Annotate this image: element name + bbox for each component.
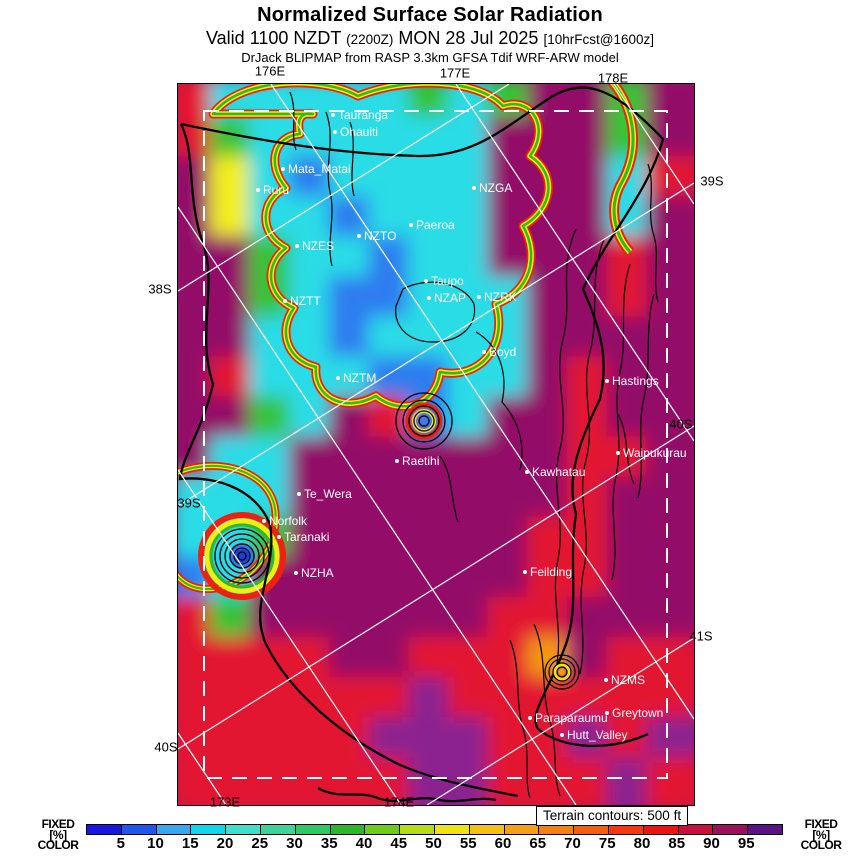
station-label: Waipukurau [623, 445, 687, 460]
station-dot-icon [297, 492, 301, 496]
station-label: NZGA [479, 180, 513, 195]
station-dot-icon [283, 299, 287, 303]
color-scale-segment [122, 825, 157, 834]
color-scale-segment [505, 825, 540, 834]
coord-label: 38S [148, 281, 172, 297]
station-label: Mata_Matai [288, 161, 351, 176]
station-label: NZAP [434, 290, 467, 305]
color-scale-tick: 5 [116, 835, 125, 852]
station-dot-icon [523, 570, 527, 574]
color-scale-tick: 50 [425, 835, 442, 852]
station-marker [560, 726, 627, 744]
color-scale-segment [574, 825, 609, 834]
station-marker [605, 372, 659, 390]
coord-label: 177E [439, 65, 471, 81]
station-label: Hastings [612, 373, 659, 388]
color-scale-segment [748, 825, 782, 834]
station-marker [256, 181, 289, 199]
coord-label: 173E [209, 794, 241, 810]
coord-label: 174E [383, 794, 415, 810]
station-label: NZHA [301, 565, 334, 580]
station-label: Feilding [530, 564, 573, 579]
color-scale-segment [261, 825, 296, 834]
coord-label: 39S [177, 495, 201, 511]
station-dot-icon [256, 188, 260, 192]
station-label: Tauranga [338, 107, 389, 122]
station-dot-icon [294, 571, 298, 575]
station-label: Boyd [489, 344, 517, 359]
station-label: NZTM [343, 370, 377, 385]
color-scale-segment [435, 825, 470, 834]
station-label: NZES [302, 238, 335, 253]
station-marker [297, 485, 352, 503]
station-label: Greytown [612, 705, 664, 720]
station-label: Taranaki [284, 529, 330, 544]
model-line: DrJack BLIPMAP from RASP 3.3km GFSA Tdif WRF-ARW model [241, 50, 619, 65]
fixed-color-label-left [26, 819, 90, 851]
page-title: Normalized Surface Solar Radiation [257, 4, 603, 26]
color-scale-tick: 85 [668, 835, 686, 852]
color-scale-segment [609, 825, 644, 834]
color-scale-tick: 55 [459, 835, 477, 852]
valid-time-line [0, 28, 850, 49]
coord-label: 41S [689, 628, 713, 644]
station-marker [294, 564, 334, 582]
station-marker [424, 272, 464, 290]
color-scale-tick: 80 [633, 835, 651, 852]
station-marker [427, 289, 466, 307]
zulu-time: (2200Z) [346, 32, 394, 47]
color-scale-segment [296, 825, 331, 834]
fixed-label-line3: COLOR [800, 838, 842, 852]
coord-label: 40S [154, 739, 178, 755]
station-dot-icon [477, 295, 481, 299]
station-marker [281, 160, 351, 178]
station-dot-icon [605, 379, 609, 383]
station-marker [395, 452, 439, 470]
color-scale-tick: 45 [390, 835, 408, 852]
station-marker [333, 123, 378, 141]
station-marker [604, 671, 645, 689]
station-label: Taupo [431, 273, 464, 288]
fixed-label-line1: FIXED [804, 817, 838, 831]
station-label: Ruru [263, 182, 290, 197]
color-scale-segment [713, 825, 748, 834]
fcst-tag: [10hrFcst@1600z] [543, 32, 654, 47]
color-scale-tick: 70 [564, 835, 581, 852]
color-scale-segment [87, 825, 122, 834]
station-marker [336, 369, 376, 387]
color-scale-segment [644, 825, 679, 834]
color-scale-tick: 75 [598, 835, 616, 852]
station-dot-icon [336, 376, 340, 380]
station-label: Raetihi [402, 453, 440, 468]
station-dot-icon [333, 130, 337, 134]
station-dot-icon [281, 167, 285, 171]
terrain-contours-note: Terrain contours: 500 ft [536, 806, 688, 826]
station-marker [277, 528, 329, 546]
station-dot-icon [560, 733, 564, 737]
station-dot-icon [528, 716, 532, 720]
station-marker [616, 444, 687, 462]
station-label: Paraparaumu [535, 710, 608, 725]
color-scale-segment [331, 825, 366, 834]
fixed-label-line3: COLOR [37, 838, 79, 852]
station-dot-icon [331, 113, 335, 117]
header [0, 4, 850, 65]
station-label: NZMS [611, 672, 645, 687]
coord-label: 176E [254, 63, 286, 79]
station-label: Norfolk [269, 513, 308, 528]
station-label: NZRK [484, 289, 517, 304]
station-label: Paeroa [416, 217, 455, 232]
station-marker [605, 704, 663, 722]
station-dot-icon [424, 279, 428, 283]
coord-label: 178E [597, 70, 629, 86]
color-scale-tick: 20 [216, 835, 234, 852]
station-dot-icon [409, 223, 413, 227]
color-scale-tick: 10 [147, 835, 164, 852]
station-marker [523, 563, 572, 581]
station-dot-icon [395, 459, 399, 463]
fixed-label-line1: FIXED [41, 817, 75, 831]
station-label: Te_Wera [304, 486, 352, 501]
color-scale-segment [679, 825, 714, 834]
color-scale-tick: 90 [703, 835, 720, 852]
color-scale-segment [470, 825, 505, 834]
station-dot-icon [525, 470, 529, 474]
station-dot-icon [616, 451, 620, 455]
color-scale-tick: 95 [737, 835, 755, 852]
color-scale-segment [226, 825, 261, 834]
valid-date: MON 28 Jul 2025 [398, 28, 539, 48]
station-label: NZTT [290, 293, 321, 308]
station-marker [295, 237, 334, 255]
station-label: Ohauiti [340, 124, 379, 139]
fixed-label-line2: [%] [812, 827, 830, 842]
color-scale-tick: 25 [251, 835, 269, 852]
coord-label: 39S [700, 173, 724, 189]
station-dot-icon [482, 350, 486, 354]
station-marker [283, 292, 321, 310]
fixed-label-line2: [%] [49, 827, 67, 842]
color-scale-tick: 15 [181, 835, 199, 852]
color-scale-tick: 35 [320, 835, 338, 852]
station-marker [482, 343, 516, 361]
station-dot-icon [604, 678, 608, 682]
station-marker [357, 227, 396, 245]
station-marker [331, 106, 388, 124]
station-label: NZTO [364, 228, 397, 243]
station-marker [472, 179, 512, 197]
coord-label: 40S [669, 416, 693, 432]
station-marker [525, 463, 585, 481]
station-label: Kawhatau [532, 464, 586, 479]
station-label: Hutt_Valley [567, 727, 628, 742]
color-scale-tick: 30 [286, 835, 303, 852]
station-marker [528, 709, 608, 727]
station-marker [409, 216, 455, 234]
fixed-color-label-right [789, 819, 850, 851]
valid-prefix: Valid 1100 NZDT [206, 28, 342, 48]
station-dot-icon [427, 296, 431, 300]
station-dot-icon [357, 234, 361, 238]
color-scale-segment [191, 825, 226, 834]
station-marker [477, 288, 517, 306]
station-dot-icon [472, 186, 476, 190]
color-scale-segment [539, 825, 574, 834]
station-dot-icon [277, 535, 281, 539]
color-scale-segment [365, 825, 400, 834]
color-scale-segment [157, 825, 192, 834]
station-dot-icon [262, 519, 266, 523]
color-scale-tick: 65 [529, 835, 547, 852]
color-scale-segment [400, 825, 435, 834]
color-scale-tick: 60 [494, 835, 512, 852]
station-dot-icon [295, 244, 299, 248]
color-scale-tick: 40 [355, 835, 373, 852]
